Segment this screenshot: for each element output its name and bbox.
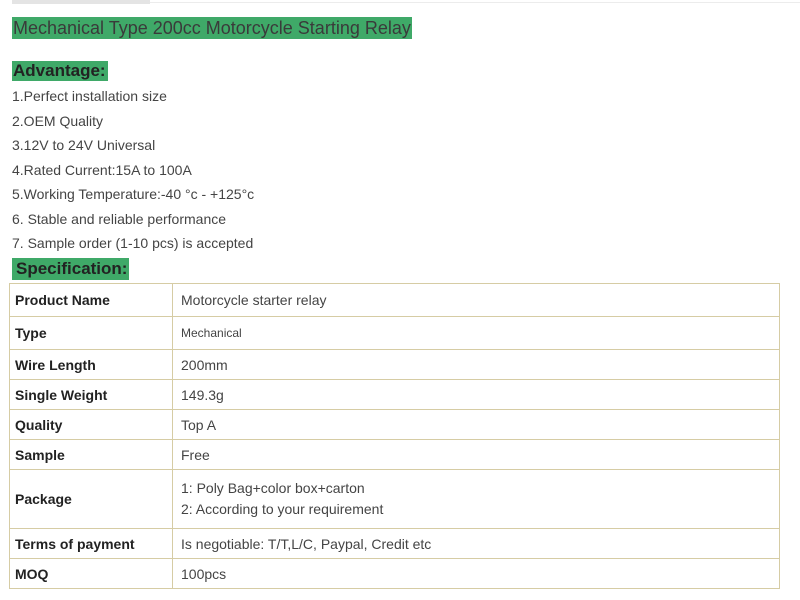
spec-key: MOQ <box>10 559 173 589</box>
spec-value-text: Mechanical <box>181 326 242 340</box>
spec-key: Terms of payment <box>10 529 173 559</box>
advantage-heading: Advantage: <box>13 61 106 80</box>
table-row <box>10 440 780 470</box>
spec-value-text: 200mm <box>181 356 228 373</box>
spec-value <box>173 350 780 380</box>
top-tab <box>12 0 150 4</box>
spec-value <box>173 470 780 529</box>
table-row <box>10 470 780 529</box>
package-line: 2: According to your requirement <box>181 501 384 517</box>
advantage-item: 3.12V to 24V Universal <box>12 137 156 153</box>
spec-key: Single Weight <box>10 380 173 410</box>
spec-value <box>173 529 780 559</box>
table-row <box>10 317 780 350</box>
spec-value <box>173 380 780 410</box>
spec-value-text: Free <box>181 446 210 463</box>
top-strip <box>0 0 800 6</box>
package-line: 1: Poly Bag+color box+carton <box>181 480 365 496</box>
table-row <box>10 380 780 410</box>
table-row <box>10 284 780 317</box>
spec-value <box>173 317 780 350</box>
top-rule <box>150 2 800 3</box>
table-row <box>10 410 780 440</box>
advantage-item: 4.Rated Current:15A to 100A <box>12 161 192 178</box>
spec-value-text: Motorcycle starter relay <box>181 292 327 308</box>
spec-value <box>173 410 780 440</box>
spec-value-text: 100pcs <box>181 565 227 582</box>
table-row <box>10 559 780 589</box>
spec-value <box>173 284 780 317</box>
spec-key: Sample <box>10 440 173 470</box>
spec-value <box>173 440 780 470</box>
spec-key: Quality <box>10 410 173 440</box>
spec-value-text: Top A <box>181 416 217 433</box>
spec-key: Package <box>10 470 173 529</box>
spec-value-text: 149.3g <box>181 386 224 403</box>
advantage-item: 7. Sample order (1-10 pcs) is accepted <box>12 235 254 251</box>
spec-key: Product Name <box>10 284 173 317</box>
spec-value <box>173 559 780 589</box>
advantage-item: 6. Stable and reliable performance <box>12 210 227 227</box>
specification-table <box>9 283 780 589</box>
spec-value-text: Is negotiable: T/T,L/C, Paypal, Credit etc <box>181 535 432 552</box>
spec-key: Wire Length <box>10 350 173 380</box>
advantage-item: 5.Working Temperature:-40 °c - +125°c <box>12 186 255 202</box>
specification-heading: Specification: <box>12 258 129 280</box>
advantage-item: 2.OEM Quality <box>12 112 104 129</box>
table-row <box>10 529 780 559</box>
spec-key: Type <box>10 317 173 350</box>
page-title: Mechanical Type 200cc Motorcycle Starting Relay <box>13 18 411 38</box>
table-row <box>10 350 780 380</box>
advantage-list <box>12 87 254 259</box>
advantage-item: 1.Perfect installation size <box>12 88 167 104</box>
